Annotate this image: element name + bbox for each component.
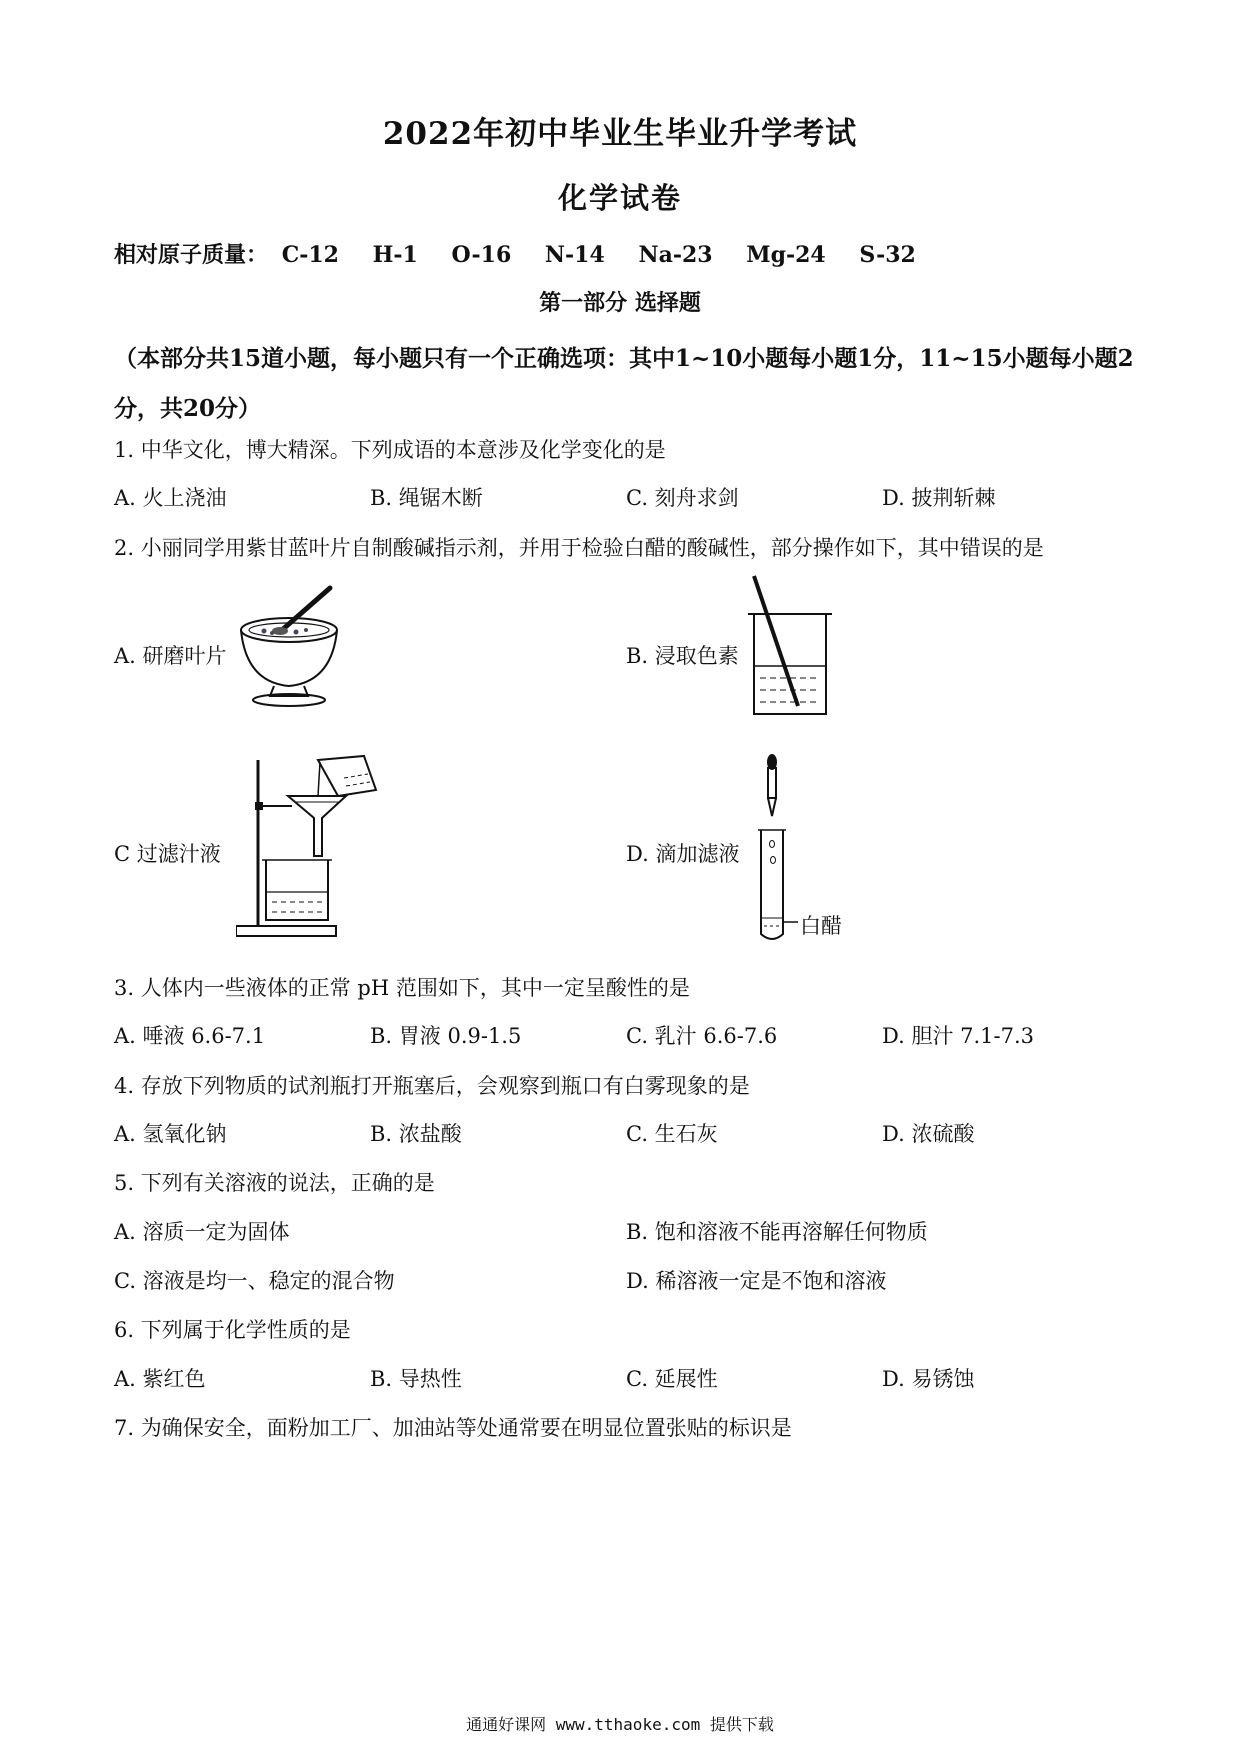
atomic-mass-item: Na-23 bbox=[638, 242, 713, 268]
question-6-stem: 6. 下列属于化学性质的是 bbox=[114, 1318, 351, 1342]
question-1-option-d: D. 披荆斩棘 bbox=[882, 486, 996, 510]
question-2-option-d: D. 滴加滤液 bbox=[626, 842, 740, 866]
question-2-stem: 2. 小丽同学用紫甘蓝叶片自制酸碱指示剂，并用于检验白醋的酸碱性，部分操作如下，其中错误的是 bbox=[114, 536, 1044, 560]
atomic-mass-item: C-12 bbox=[281, 242, 339, 268]
question-2-option-a: A. 研磨叶片 bbox=[114, 644, 227, 668]
filtration-figure bbox=[236, 752, 384, 938]
page-footer[interactable]: 通通好课网 www.tthaoke.com 提供下载 bbox=[466, 1715, 774, 1734]
question-5-option-a: A. 溶质一定为固体 bbox=[114, 1220, 290, 1244]
question-7-stem: 7. 为确保安全，面粉加工厂、加油站等处通常要在明显位置张贴的标识是 bbox=[114, 1416, 792, 1440]
question-5-option-c: C. 溶液是均一、稳定的混合物 bbox=[114, 1269, 395, 1293]
section-instructions: （本部分共15道小题，每小题只有一个正确选项：其中1~10小题每小题1分，11~15小题每小题2分，共20分） bbox=[114, 345, 1134, 422]
question-6-option-a: A. 紫红色 bbox=[114, 1367, 206, 1391]
vinegar-label: 白醋 bbox=[800, 914, 842, 938]
question-1-option-b: B. 绳锯木断 bbox=[370, 486, 483, 510]
question-6-option-b: B. 导热性 bbox=[370, 1367, 462, 1391]
question-1-stem: 1. 中华文化，博大精深。下列成语的本意涉及化学变化的是 bbox=[114, 438, 666, 462]
question-5-stem: 5. 下列有关溶液的说法，正确的是 bbox=[114, 1171, 435, 1195]
atomic-mass-item: O-16 bbox=[451, 242, 512, 268]
atomic-mass-item: H-1 bbox=[372, 242, 418, 268]
question-3-option-c: C. 乳汁 6.6-7.6 bbox=[626, 1024, 778, 1048]
atomic-masses bbox=[114, 238, 942, 269]
atomic-mass-item: N-14 bbox=[544, 242, 605, 268]
atomic-masses-label: 相对原子质量： bbox=[114, 242, 269, 268]
mortar-pestle-figure bbox=[234, 584, 354, 714]
atomic-mass-item: S-32 bbox=[859, 242, 916, 268]
question-3-stem: 3. 人体内一些液体的正常 pH 范围如下，其中一定呈酸性的是 bbox=[114, 976, 690, 1000]
question-4-stem: 4. 存放下列物质的试剂瓶打开瓶塞后，会观察到瓶口有白雾现象的是 bbox=[114, 1074, 750, 1098]
question-2-option-b: B. 浸取色素 bbox=[626, 644, 739, 668]
question-4-option-a: A. 氢氧化钠 bbox=[114, 1122, 227, 1146]
question-1-option-c: C. 刻舟求剑 bbox=[626, 486, 739, 510]
question-6-option-d: D. 易锈蚀 bbox=[882, 1367, 975, 1391]
question-5-option-d: D. 稀溶液一定是不饱和溶液 bbox=[626, 1269, 887, 1293]
atomic-mass-item: Mg-24 bbox=[746, 242, 826, 268]
question-4-option-b: B. 浓盐酸 bbox=[370, 1122, 462, 1146]
section-title: 第一部分 选择题 bbox=[539, 290, 701, 316]
question-5-option-b: B. 饱和溶液不能再溶解任何物质 bbox=[626, 1220, 928, 1244]
question-4-option-c: C. 生石灰 bbox=[626, 1122, 718, 1146]
question-4-option-d: D. 浓硫酸 bbox=[882, 1122, 975, 1146]
question-1-option-a: A. 火上浇油 bbox=[114, 486, 227, 510]
question-3-option-d: D. 胆汁 7.1-7.3 bbox=[882, 1024, 1035, 1048]
question-6-option-c: C. 延展性 bbox=[626, 1367, 718, 1391]
question-2-option-c: C 过滤汁液 bbox=[114, 842, 221, 866]
exam-subtitle: 化学试卷 bbox=[557, 181, 682, 215]
beaker-rod-figure bbox=[740, 574, 840, 724]
exam-title: 2022年初中毕业生毕业升学考试 bbox=[382, 116, 858, 152]
question-3-option-b: B. 胃液 0.9-1.5 bbox=[370, 1024, 522, 1048]
question-3-option-a: A. 唾液 6.6-7.1 bbox=[114, 1024, 266, 1048]
